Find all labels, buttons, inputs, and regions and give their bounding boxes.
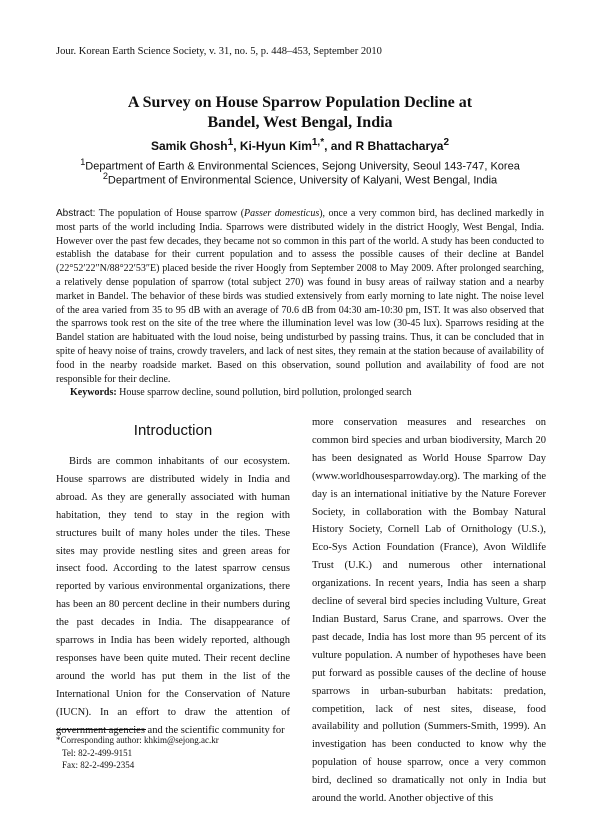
author-3-affiliation: 2 bbox=[443, 137, 450, 148]
paper-title bbox=[40, 93, 560, 133]
keywords-text: House sparrow decline, sound pollution, bird pollution, prolonged search bbox=[116, 387, 412, 398]
title-line-2: Bandel, West Bengal, India bbox=[207, 114, 393, 131]
abstract-label: Abstract: bbox=[56, 208, 96, 219]
title-line-1: A Survey on House Sparrow Population Decline at bbox=[127, 94, 473, 111]
author-separator: , and bbox=[324, 139, 356, 153]
affiliation-text: Department of Environmental Science, University of Kalyani, West Bengal, India bbox=[107, 174, 498, 187]
telephone: Tel: 82-2-499-9151 bbox=[62, 747, 133, 758]
abstract-text: The population of House sparrow ( bbox=[95, 208, 245, 219]
author-3: R Bhattacharya bbox=[355, 139, 444, 153]
abstract bbox=[56, 207, 544, 386]
footnote-divider bbox=[56, 729, 146, 730]
author-2: Ki-Hyun Kim bbox=[239, 139, 312, 153]
corresponding-author: *Corresponding author: khkim@sejong.ac.kr bbox=[56, 735, 219, 745]
abstract-text: ), once a very common bird, has declined markedly in most parts of the world including India. Sparrows were distributed widely in the district Hoogly, West Bengal, India. However over the past few decades, they became not so common in this part of the world. A study has been conducted to establish the database for their current population and to assess the possible causes of their decline at Bandel (22°52′22″N/88°22′53″E) placed beside the river Hoogly from September 2008 to May 2009. After prolonged searching, a relatively dense population of sparrow (total subject 270) was found in busy areas of railway station and a nearby market in Bandel. The behavior of these birds was studied extensively from early morning to late night. The noise level of the area varied from 35 to 95 dB with an average of 70.6 dB from 04:30 am-10:30 pm, IST. It was also observed that the sparrows took rest on the site of the tree where the illumination level was low (30-45 lux). Sparrows residing at the Bandel station are habituated with the loud noise, being undisturbed by passing trains. Thus, it can be concluded that in spite of heavy noise of trains, crowdy travelers, and lack of nest sites, they remain at the station because of availability of food in the nearby roadside market. Based on this observation, sound pollution and availability of food are not responsible for their decline. bbox=[56, 208, 544, 385]
section-heading-introduction: Introduction bbox=[133, 422, 213, 439]
affiliation-text: Department of Earth & Environmental Sciences, Sejong University, Seoul 143-747, Korea bbox=[85, 160, 520, 173]
affiliation-marker: 2 bbox=[102, 171, 108, 181]
species-name: Passer domesticus bbox=[244, 208, 320, 219]
affiliation-2 bbox=[40, 169, 560, 188]
author-separator: , bbox=[233, 139, 240, 153]
keywords-label: Keywords: bbox=[70, 387, 117, 398]
author-list bbox=[40, 137, 560, 153]
author-1-affiliation: 1 bbox=[227, 137, 234, 148]
introduction-left-column: Birds are common inhabitants of our ecosystem. House sparrows are distributed widely in India and abroad. As they are generally associated with human habitation, they tend to stay in the region with structures built of many holes under the tiles. These sites may provide nestling sites and green areas for insect food. According to the latest sparrow census reported by various environmental organizations, there has been an 80 percent decline in their numbers during the past decades in India. The disappearance of sparrows in India has been widely reported, although responses have been quite muted. Their recent decline around the world has put them in the list of the International Union for the Conservation of Nature (IUCN). In an effort to draw the attention of government agencies and the scientific community for bbox=[56, 456, 290, 736]
author-2-affiliation: 1,* bbox=[311, 137, 325, 148]
keywords bbox=[70, 387, 544, 398]
author-1: Samik Ghosh bbox=[150, 139, 228, 153]
footnote bbox=[56, 734, 219, 772]
fax: Fax: 82-2-499-2354 bbox=[62, 760, 135, 770]
affiliation-marker: 1 bbox=[80, 157, 86, 167]
introduction-right-column: more conservation measures and researches on common bird species and urban biodiversity, March 20 has been designated as World House Sparrow Day (www.worldhousesparrowday.org). The marking of the day is an international initiative by the Nature Forever Society, in collaboration with the Bombay Natural History Society, Cornell Lab of Ornithology (U.S.), Eco-Sys Action Foundation (France), Avon Wildlife Trust (U.K.) and numerous other international organizations. In recent years, India has seen a sharp decline of several bird species including Vulture, Great Indian Bustard, Sarus Crane, and sparrows. Over the past decade, India has lost more than 95 percent of its vulture population. A number of hypotheses have been put forward as possible causes of the decline of house sparrows in urban-suburban habitats: predation, competition, lack of nest sites, disease, food availability and pollution (Summers-Smith, 1999). An investigation has been conducted to know why the population of house sparrow, once a very common bird, declined so dramatically not only in India but around the world. Another objective of this bbox=[312, 417, 546, 805]
journal-citation: Jour. Korean Earth Science Society, v. 31, no. 5, p. 448–453, September 2010 bbox=[56, 46, 382, 57]
